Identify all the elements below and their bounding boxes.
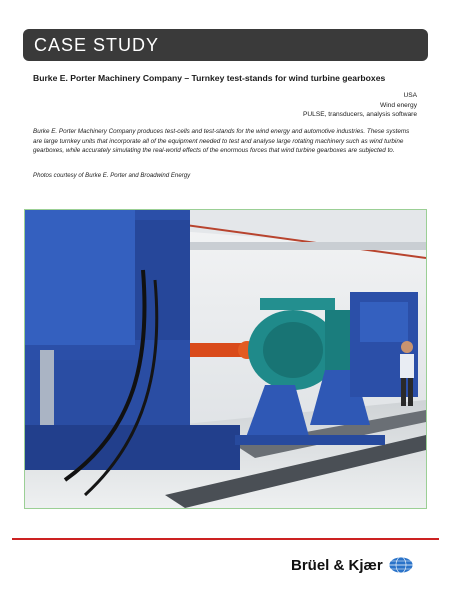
globe-icon [388, 556, 414, 574]
meta-products: PULSE, transducers, analysis software [303, 111, 417, 119]
test-stand-illustration [25, 210, 426, 508]
test-stand-photo [24, 209, 427, 509]
meta-industry: Wind energy [379, 101, 417, 109]
photo-credit: Photos courtesy of Burke E. Porter and Broadwind Energy [33, 172, 191, 179]
meta-info [303, 91, 417, 120]
description-paragraph: Burke E. Porter Machinery Company produces test-cells and test-stands for the wind energy and automotive industries. These systems are large turnkey units that incorporate all of the equipment needed to test and analyse large rotating machinery such as wind turbine gearboxes, while accurately simulating the real-world effects of the enormous forces that wind turbine gearboxes are subjected to. [33, 128, 410, 155]
document-title: Burke E. Porter Machinery Company – Turnkey test-stands for wind turbine gearboxes [33, 73, 386, 83]
banner-title: CASE STUDY [34, 34, 160, 55]
meta-country: USA [403, 92, 417, 99]
brand-logo [291, 555, 414, 575]
footer-divider [12, 538, 439, 540]
case-study-banner [23, 29, 428, 61]
brand-name: Brüel & Kjær [291, 556, 383, 574]
